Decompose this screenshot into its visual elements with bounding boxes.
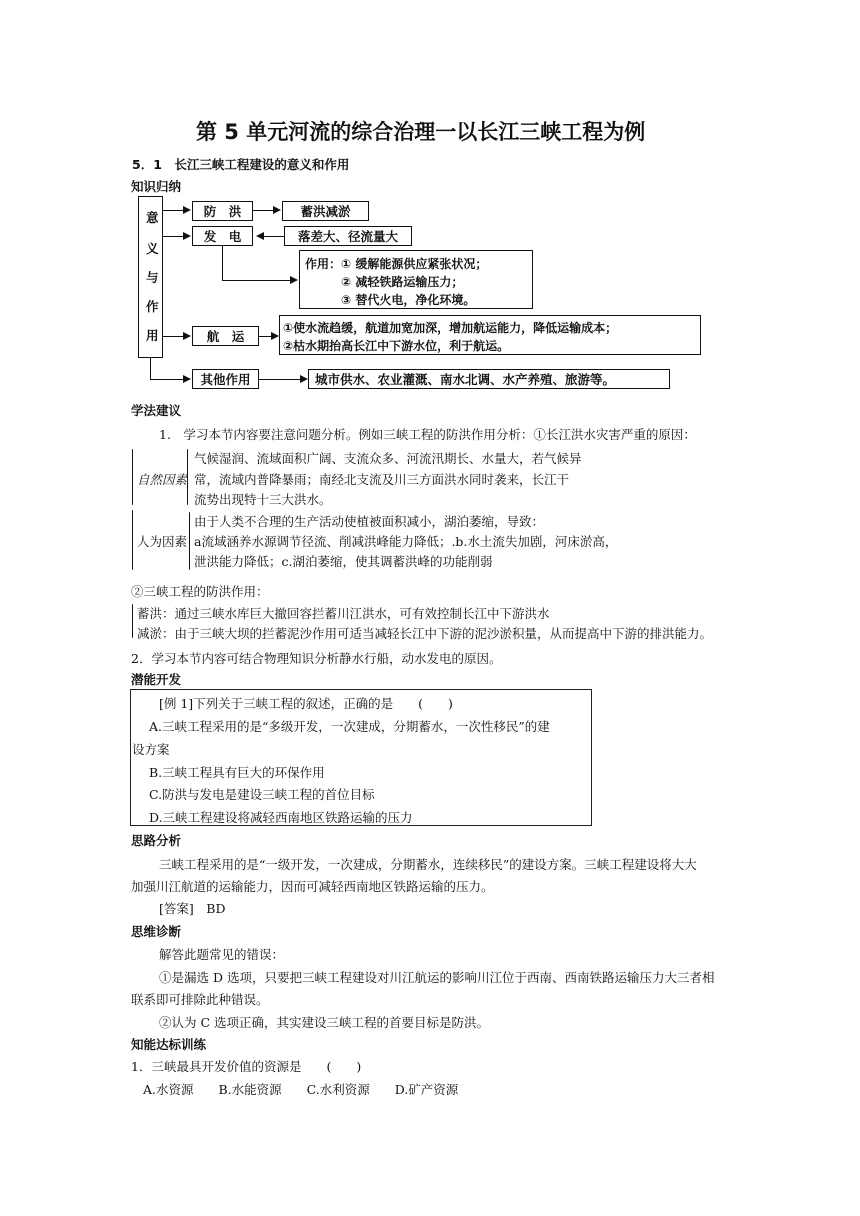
human-factor-label: 人为因素 — [137, 534, 188, 549]
shipping-effect: ②枯水期抬高长江中下游水位，利于航运。 — [283, 339, 510, 353]
vertical-char: 与 — [146, 270, 159, 285]
arrow-right-icon — [183, 375, 191, 383]
brace — [132, 510, 133, 570]
natural-line: 常，流域内普降暴雨；南经北支流及川三方面洪水同时袭来，长江干 — [194, 472, 570, 487]
example-option-a-cont: 设方案 — [132, 742, 170, 757]
power-effect: ③ 替代火电，净化环境。 — [341, 293, 476, 307]
vertical-char: 义 — [146, 241, 159, 256]
vertical-char: 用 — [146, 328, 159, 343]
flood-result-box: 蓄洪减淤 — [282, 201, 369, 221]
section-heading: 5．1 长江三峡工程建设的意义和作用 — [132, 157, 350, 172]
power-box: 发 电 — [192, 226, 253, 246]
flood-role-line: 减淤：由于三峡大坝的拦蓄泥沙作用可适当减轻长江中下游的泥沙淤积量，从而提高中下游的排洪能力。 — [137, 626, 713, 641]
diagnosis-line: 解答此题常见的错误： — [159, 947, 285, 962]
study-paragraph: 1. 学习本节内容要注意问题分析。例如三峡工程的防洪作用分析：①长江洪水灾害严重的原因： — [159, 427, 696, 442]
human-line: 由于人类不合理的生产活动使植被面积减小，湖泊萎缩，导致： — [194, 514, 545, 529]
study-label: 学法建议 — [131, 403, 182, 418]
example-option-b: B.三峡工程具有巨大的环保作用 — [149, 765, 325, 780]
power-source-box: 落差大、径流量大 — [284, 226, 412, 246]
brace — [132, 449, 133, 505]
human-line: a流域涵养水源调节径流、削减洪峰能力降低；.b.水土流失加剧，河床淤高， — [194, 534, 618, 549]
other-effects-box: 城市供水、农业灌溉、南水北调、水产养殖、旅游等。 — [308, 369, 670, 389]
power-effect: 作用：① 缓解能源供应紧张状况； — [305, 257, 488, 271]
shipping-box: 航 运 — [192, 326, 259, 346]
study-paragraph-2: 2．学习本节内容可结合物理知识分析静水行船，动水发电的原因。 — [131, 651, 502, 666]
brace — [187, 449, 188, 505]
brace — [189, 512, 190, 570]
knowledge-label: 知识归纳 — [131, 179, 182, 194]
example-question: [例 1]下列关于三峡工程的叙述，正确的是 ( ) — [159, 696, 453, 711]
human-line: 泄洪能力降低；c.湖泊萎缩，使其调蓄洪峰的功能削弱 — [194, 554, 493, 569]
arrow-right-icon — [271, 332, 279, 340]
answer: [答案] BD — [159, 901, 226, 916]
analysis-line: 三峡工程采用的是“一级开发，一次建成，分期蓄水，连续移民”的建设方案。三峡工程建设将大大 — [159, 857, 697, 872]
vertical-char: 意 — [146, 210, 159, 225]
question-1: 1．三峡最具开发价值的资源是 ( ) — [131, 1059, 362, 1074]
arrow-right-icon — [183, 206, 191, 214]
example-option-c: C.防洪与发电是建设三峡工程的首位目标 — [149, 787, 375, 802]
vertical-char: 作 — [146, 299, 159, 314]
arrow-right-icon — [183, 332, 191, 340]
flood-role-line: 蓄洪：通过三峡水库巨大撤回容拦蓄川江洪水，可有效控制长江中下游洪水 — [137, 606, 550, 621]
example-option-d: D.三峡工程建设将减轻西南地区铁路运输的压力 — [149, 810, 413, 825]
arrow-right-icon — [290, 276, 298, 284]
diagnosis-label: 思维诊断 — [131, 924, 182, 939]
flood-box: 防 洪 — [192, 201, 253, 221]
natural-line: 流势出现特十三大洪水。 — [194, 492, 332, 507]
power-effect: ② 减轻铁路运输压力； — [341, 275, 464, 289]
diagnosis-line: 联系即可排除此种错误。 — [131, 992, 269, 1007]
diagnosis-line: ①是漏选 D 选项，只要把三峡工程建设对川江航运的影响川江位于西南、西南铁路运输压力大三者相 — [159, 970, 715, 985]
training-label: 知能达标训练 — [131, 1037, 207, 1052]
arrow-right-icon — [183, 232, 191, 240]
natural-factor-label: 自然因素 — [137, 472, 188, 487]
diagnosis-line: ②认为 C 选项正确，其实建设三峡工程的首要目标是防洪。 — [159, 1015, 490, 1030]
other-box: 其他作用 — [192, 369, 259, 389]
analysis-label: 思路分析 — [131, 833, 182, 848]
potential-label: 潜能开发 — [131, 672, 182, 687]
flood-role-label: ②三峡工程的防洪作用： — [131, 584, 269, 599]
natural-line: 气候湿润、流域面积广阔、支流众多、河流汛期长、水量大，若气候异 — [194, 451, 582, 466]
analysis-line: 加强川江航道的运输能力，因而可减轻西南地区铁路运输的压力。 — [131, 879, 494, 894]
page-title: 第 5 单元河流的综合治理一以长江三峡工程为例 — [196, 120, 646, 144]
example-option-a: A.三峡工程采用的是“多级开发，一次建成，分期蓄水，一次性移民”的建 — [149, 719, 550, 734]
arrow-left-icon — [256, 232, 264, 240]
brace — [132, 604, 133, 638]
shipping-effect: ①使水流趋缓，航道加宽加深，增加航运能力，降低运输成本； — [283, 321, 618, 335]
question-1-options: A.水资源 B.水能资源 C.水利资源 D.矿产资源 — [143, 1082, 459, 1097]
arrow-right-icon — [273, 206, 281, 214]
arrow-right-icon — [300, 375, 308, 383]
